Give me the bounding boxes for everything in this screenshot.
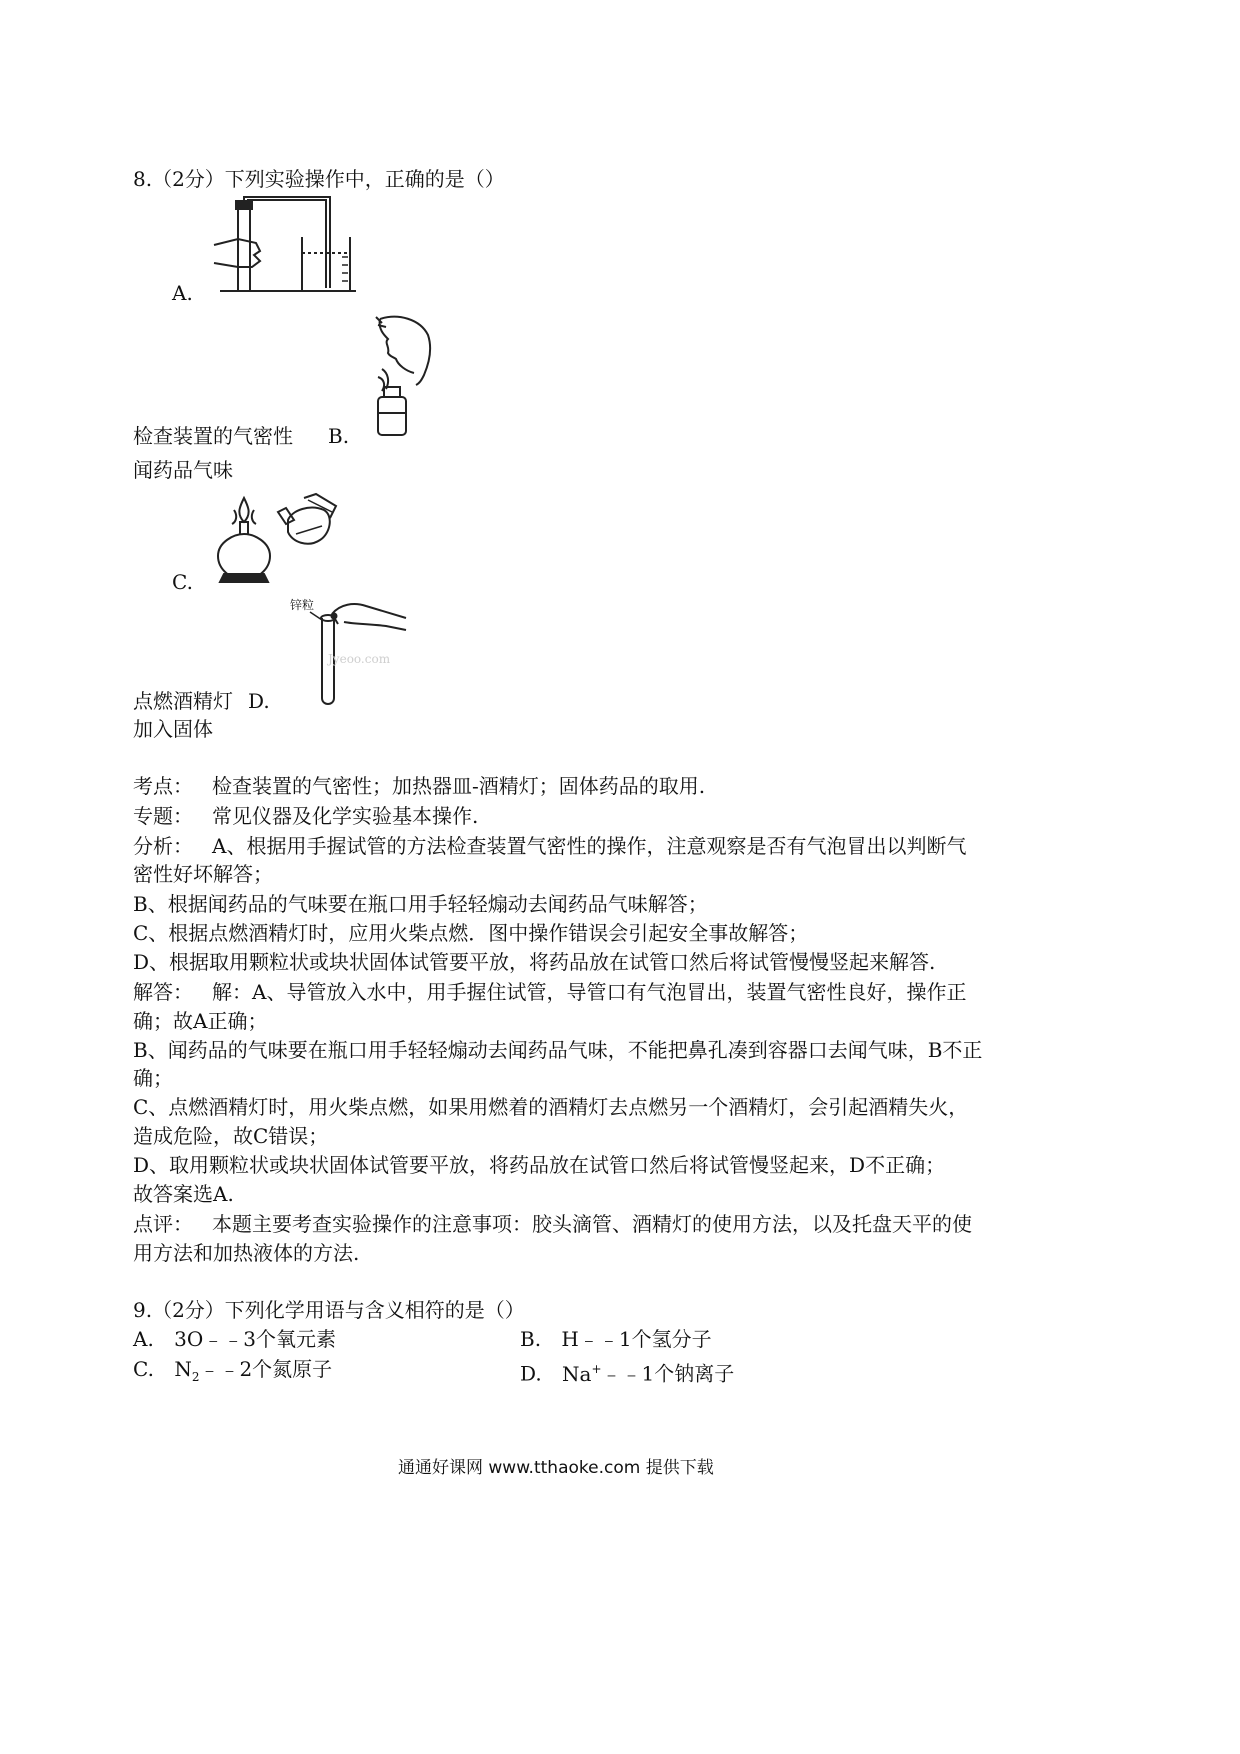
dianping-line-2: 用方法和加热液体的方法. bbox=[133, 1241, 360, 1265]
figure-c-alcohol-lamp bbox=[212, 490, 340, 588]
q9-option-d-formula: Na bbox=[562, 1361, 592, 1386]
jieda-line-1: 解：A、导管放入水中，用手握住试管，导管口有气泡冒出，装置气密性良好，操作正 bbox=[212, 980, 967, 1004]
figure-a-airtightness bbox=[210, 193, 360, 298]
figure-c-drawing bbox=[212, 490, 340, 588]
fenxi-line-5: D、根据取用颗粒状或块状固体试管要平放，将药品放在试管口然后将试管慢慢竖起来解答. bbox=[133, 950, 936, 974]
q9-option-b bbox=[520, 1326, 712, 1352]
dianping-label: 点评： bbox=[133, 1212, 193, 1236]
q8-stem: 8.（2分）下列实验操作中，正确的是（） bbox=[133, 167, 505, 191]
q8-option-c-label: C. bbox=[172, 570, 193, 594]
fenxi-line-4: C、根据点燃酒精灯时，应用火柴点燃．图中操作错误会引起安全事故解答； bbox=[133, 921, 809, 945]
fenxi-line-3: B、根据闻药品的气味要在瓶口用手轻轻煽动去闻药品气味解答； bbox=[133, 892, 708, 916]
fenxi-line-2: 密性好坏解答； bbox=[133, 862, 273, 886]
q9-option-d bbox=[520, 1356, 734, 1387]
zhuanti-label: 专题： bbox=[133, 804, 193, 828]
q8-option-d-label: D. bbox=[248, 689, 270, 713]
q9-option-d-label: D. bbox=[520, 1361, 542, 1386]
q9-option-b-formula: H bbox=[561, 1327, 579, 1351]
zhuanti-text: 常见仪器及化学实验基本操作. bbox=[212, 804, 479, 828]
q9-option-c-formula: N bbox=[174, 1357, 192, 1381]
q9-option-b-label: B. bbox=[520, 1327, 542, 1351]
q9-option-c-label: C. bbox=[133, 1357, 154, 1381]
dianping-line-1: 本题主要考查实验操作的注意事项：胶头滴管、酒精灯的使用方法，以及托盘天平的使 bbox=[212, 1212, 972, 1236]
q9-option-a-label: A. bbox=[133, 1327, 154, 1351]
kaodian-label: 考点： bbox=[133, 774, 193, 798]
q9-option-c bbox=[133, 1356, 332, 1390]
page-footer: 通通好课网 www.tthaoke.com 提供下载 bbox=[398, 1458, 714, 1478]
figure-d-label-zinc: 锌粒 bbox=[290, 598, 315, 612]
jieda-line-2: 确；故A正确； bbox=[133, 1009, 268, 1033]
q9-option-a bbox=[133, 1326, 336, 1352]
jieda-line-4: 确； bbox=[133, 1066, 173, 1090]
q8-option-a-label: A. bbox=[172, 281, 193, 305]
figure-b-drawing bbox=[368, 313, 438, 441]
q9-option-d-superscript: + bbox=[591, 1362, 602, 1376]
q8-option-d-caption: 加入固体 bbox=[133, 717, 213, 741]
figure-b-smelling bbox=[368, 313, 438, 441]
jieda-line-3: B、闻药品的气味要在瓶口用手轻轻煽动去闻药品气味，不能把鼻孔凑到容器口去闻气味，B不正 bbox=[133, 1038, 983, 1062]
q9-option-a-formula: 3O bbox=[174, 1327, 204, 1351]
figure-d-watermark: Jyeoo.com bbox=[328, 652, 391, 666]
figure-a-drawing bbox=[210, 193, 360, 298]
q9-option-d-text: ﹣﹣1个钠离子 bbox=[601, 1361, 735, 1386]
kaodian-text: 检查装置的气密性；加热器皿-酒精灯；固体药品的取用. bbox=[212, 774, 706, 798]
fenxi-line-1: A、根据用手握试管的方法检查装置气密性的操作，注意观察是否有气泡冒出以判断气 bbox=[212, 834, 967, 858]
q9-option-a-text: ﹣﹣3个氧元素 bbox=[203, 1327, 337, 1351]
q8-option-a-caption: 检查装置的气密性 bbox=[133, 424, 293, 448]
q8-option-c-caption: 点燃酒精灯 bbox=[133, 689, 233, 713]
q8-option-b-label: B. bbox=[328, 424, 350, 448]
jieda-line-6: 造成危险，故C错误； bbox=[133, 1124, 329, 1148]
q9-option-c-subscript: 2 bbox=[191, 1370, 200, 1384]
figure-d-adding-solid bbox=[288, 600, 410, 708]
q9-option-c-text: ﹣﹣2个氮原子 bbox=[199, 1357, 333, 1381]
q8-option-b-caption: 闻药品气味 bbox=[133, 458, 233, 482]
q9-stem: 9.（2分）下列化学用语与含义相符的是（） bbox=[133, 1298, 525, 1322]
fenxi-label: 分析： bbox=[133, 834, 193, 858]
q9-option-b-text: ﹣﹣1个氢分子 bbox=[578, 1327, 712, 1351]
jieda-line-5: C、点燃酒精灯时，用火柴点燃，如果用燃着的酒精灯去点燃另一个酒精灯，会引起酒精失火， bbox=[133, 1095, 969, 1119]
jieda-line-8: 故答案选A. bbox=[133, 1182, 234, 1206]
jieda-label: 解答： bbox=[133, 980, 193, 1004]
jieda-line-7: D、取用颗粒状或块状固体试管要平放，将药品放在试管口然后将试管慢竖起来，D不正确； bbox=[133, 1153, 946, 1177]
